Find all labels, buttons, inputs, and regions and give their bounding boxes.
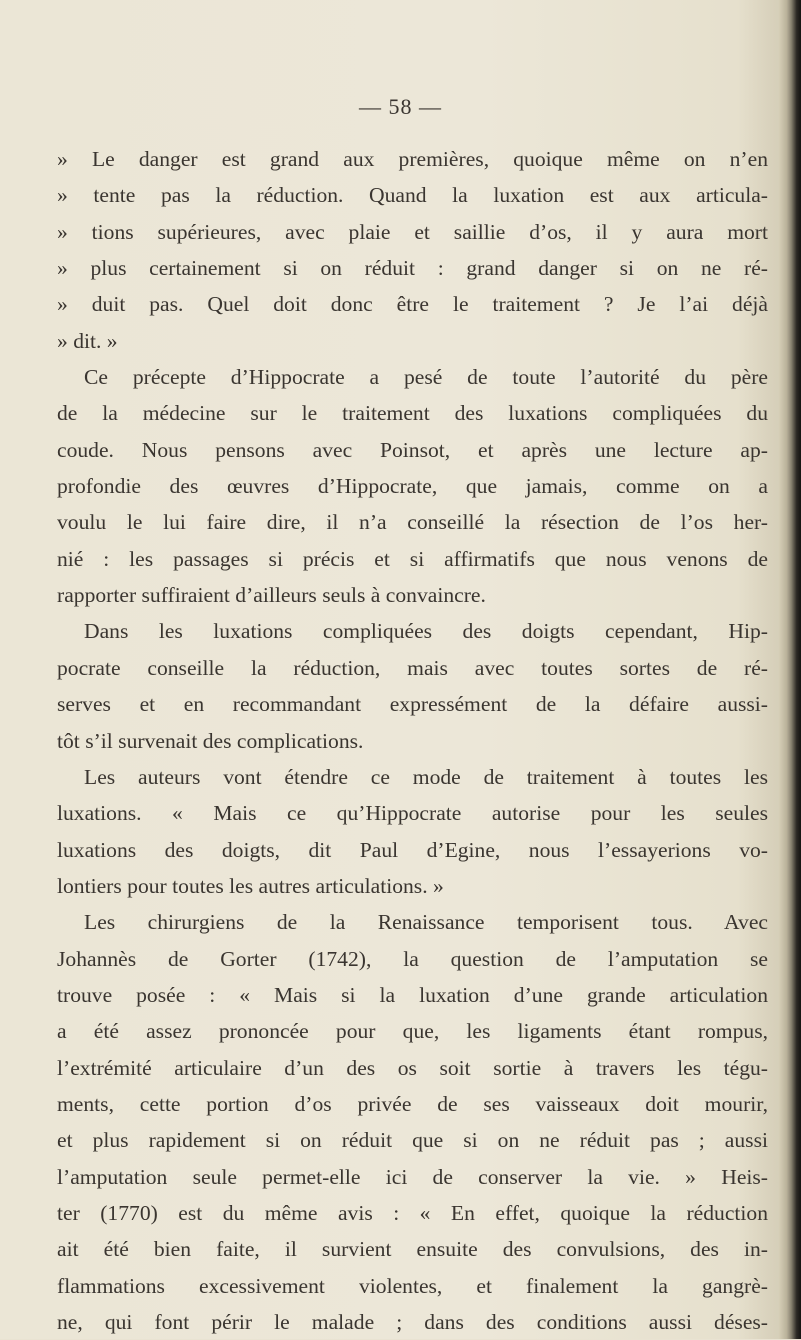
text-line: ter (1770) est du même avis : « En effet, quoique la réduction [57, 1200, 768, 1225]
text-line: » dit. » [57, 328, 118, 353]
text-line: rapporter suffiraient d’ailleurs seuls à convaincre. [57, 583, 486, 608]
page-number: — 58 — [359, 94, 442, 119]
text-line: l’extrémité articulaire d’un des os soit sortie à travers les tégu- [57, 1055, 768, 1080]
text-line: » tions supérieures, avec plaie et saillie d’os, il y aura mort [57, 219, 768, 244]
text-line: ait été bien faite, il survient ensuite des convulsions, des in- [57, 1237, 768, 1262]
text-line: luxations. « Mais ce qu’Hippocrate autorise pour les seules [57, 801, 768, 826]
text-line: coude. Nous pensons avec Poinsot, et après une lecture ap- [57, 437, 768, 462]
text-line: pocrate conseille la réduction, mais avec toutes sortes de ré- [57, 655, 768, 680]
text-line: flammations excessivement violentes, et finalement la gangrè- [57, 1273, 768, 1298]
text-line: luxations des doigts, dit Paul d’Egine, nous l’essayerions vo- [57, 837, 768, 862]
text-line: de la médecine sur le traitement des luxations compliquées du [57, 401, 768, 426]
text-line: lontiers pour toutes les autres articulations. » [57, 873, 444, 898]
text-line: » Le danger est grand aux premières, quoique même on n’en [57, 147, 768, 171]
text-line: voulu le lui faire dire, il n’a conseillé la résection de l’os her- [57, 510, 768, 535]
body-text [57, 141, 768, 1340]
text-line: Ce précepte d’Hippocrate a pesé de toute l’autorité du père [84, 365, 768, 390]
text-line: a été assez prononcée pour que, les ligaments étant rompus, [57, 1019, 768, 1044]
text-line: Johannès de Gorter (1742), la question de l’amputation se [57, 946, 768, 971]
text-line: et plus rapidement si on réduit que si on ne réduit pas ; aussi [57, 1128, 768, 1153]
text-line: serves et en recommandant expressément de la défaire aussi- [57, 692, 768, 717]
text-line: Les chirurgiens de la Renaissance temporisent tous. Avec [84, 910, 768, 935]
text-line: » plus certainement si on réduit : grand danger si on ne ré- [57, 256, 768, 281]
text-line: » tente pas la réduction. Quand la luxation est aux articula- [57, 183, 768, 208]
text-line: nié : les passages si précis et si affirmatifs que nous venons de [57, 546, 768, 571]
text-line: Dans les luxations compliquées des doigts cependant, Hip- [84, 619, 768, 644]
text-line: tôt s’il survenait des complications. [57, 728, 364, 753]
text-line: l’amputation seule permet-elle ici de conserver la vie. » Heis- [57, 1164, 768, 1189]
text-line: ne, qui font périr le malade ; dans des conditions aussi déses- [57, 1310, 768, 1334]
text-line: ments, cette portion d’os privée de ses vaisseaux doit mourir, [57, 1091, 768, 1116]
text-line: » duit pas. Quel doit donc être le traitement ? Je l’ai déjà [57, 292, 768, 317]
text-line: trouve posée : « Mais si la luxation d’une grande articulation [57, 982, 768, 1007]
page-edge-shadow [779, 0, 801, 1339]
text-line: profondie des œuvres d’Hippocrate, que jamais, comme on a [57, 474, 768, 499]
text-line: Les auteurs vont étendre ce mode de traitement à toutes les [84, 764, 768, 789]
